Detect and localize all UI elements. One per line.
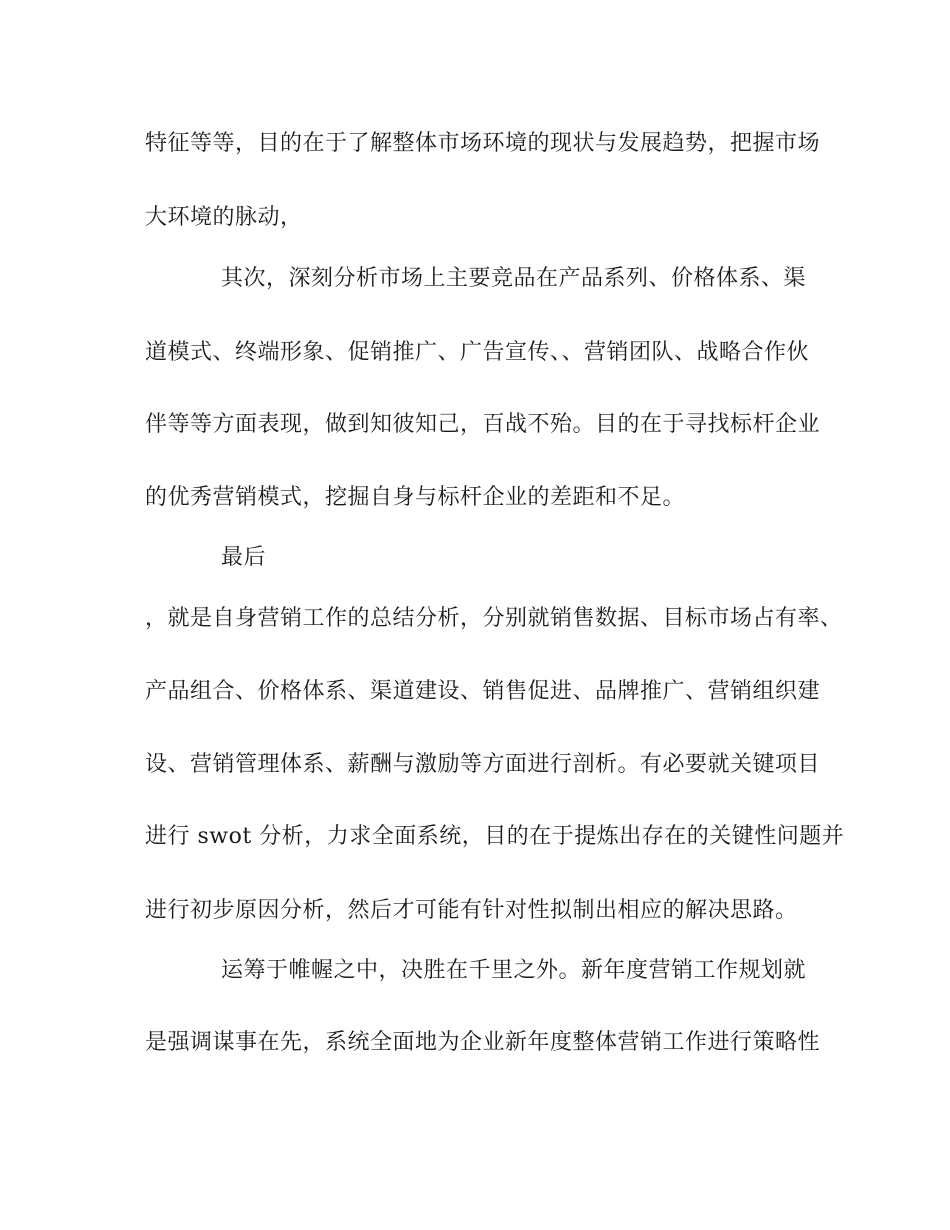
text-line: 特征等等，目的在于了解整体市场环境的现状与发展趋势，把握市场 [145,131,821,156]
text-line: 进行 swot 分析，力求全面系统，目的在于提炼出存在的关键性问题并 [145,824,845,849]
text-line: 伴等等方面表现，做到知彼知己，百战不殆。目的在于寻找标杆企业 [145,412,821,437]
text-line: 设、营销管理体系、薪酬与激励等方面进行剖析。有必要就关键项目 [145,752,821,777]
paragraph-start-line: 最后 [221,545,267,570]
text-line: 的优秀营销模式，挖掘自身与标杆企业的差距和不足。 [145,485,686,510]
text-line: 产品组合、价格体系、渠道建设、销售促进、品牌推广、营销组织建 [145,679,821,704]
text-line: 是强调谋事在先，系统全面地为企业新年度整体营销工作进行策略性 [145,1030,821,1055]
text-line: 道模式、终端形象、促销推广、广告宣传、、营销团队、战略合作伙 [145,340,810,365]
paragraph-start-line: 其次，深刻分析市场上主要竞品在产品系列、价格体系、渠 [221,266,807,291]
text-line: ，就是自身营销工作的总结分析，分别就销售数据、目标市场占有率、 [145,606,843,631]
text-line: 大环境的脉动， [145,205,303,230]
paragraph-start-line: 运筹于帷幄之中，决胜在千里之外。新年度营销工作规划就 [221,958,807,983]
text-line: 进行初步原因分析，然后才可能有针对性拟制出相应的解决思路。 [145,898,798,923]
